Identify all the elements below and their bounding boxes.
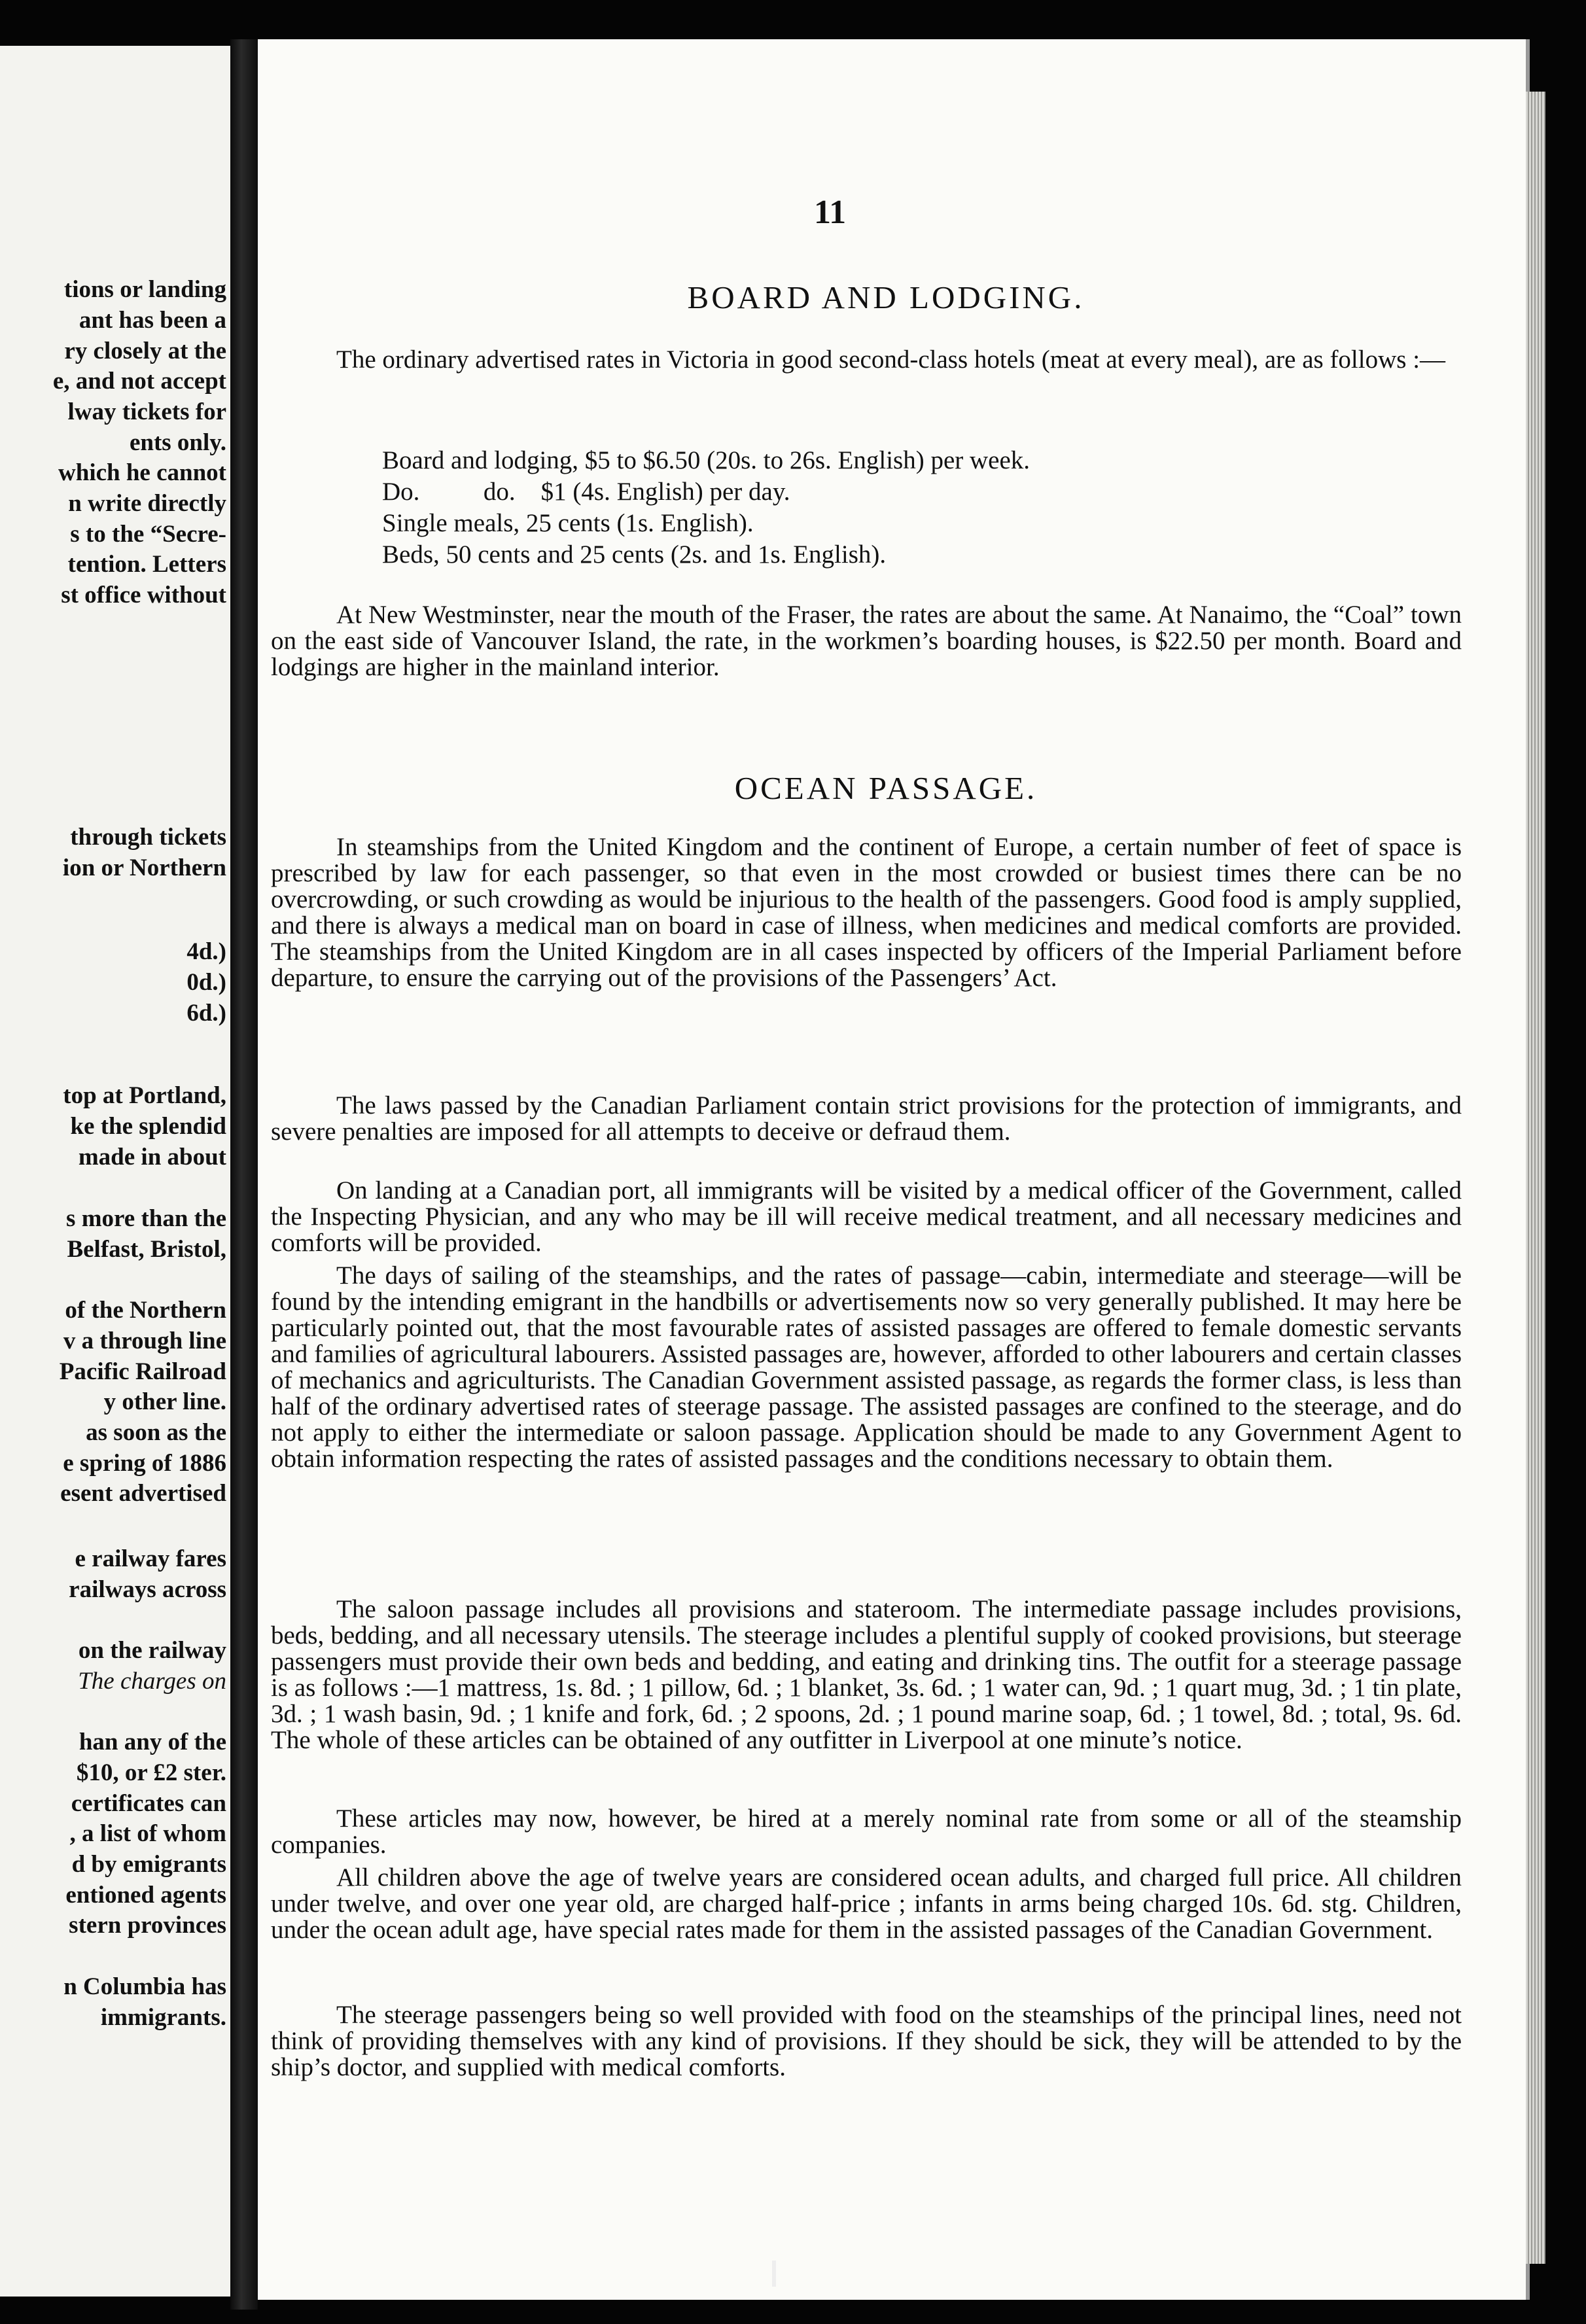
ocean-paragraph-3: On landing at a Canadian port, all immigrants will be visited by a medical officer of the Government, called the Inspecting Physician, and any who may be ill will receive medical treatment, and all necessary medicines and comforts will be provided. <box>271 1176 1462 1257</box>
bottom-mark <box>772 2261 776 2287</box>
ocean-paragraph-2: The laws passed by the Canadian Parliament contain strict provisions for the protection of immigrants, and severe penalties are imposed for all attempts to deceive or defraud them. <box>271 1091 1462 1146</box>
left-page-line: as soon as the <box>86 1419 226 1446</box>
left-page-line: ant has been a <box>79 307 226 334</box>
left-page-line: tions or landing <box>63 276 226 303</box>
left-facing-page <box>0 46 230 2297</box>
left-page-line: on the railway <box>78 1637 226 1664</box>
rate-line: Single meals, 25 cents (1s. English). <box>382 509 754 537</box>
left-page-line: ion or Northern <box>62 854 226 881</box>
left-page-line: Belfast, Bristol, <box>67 1236 226 1263</box>
page-edge-stack <box>1526 92 1545 2264</box>
left-page-line: 0d.) <box>186 969 226 996</box>
left-page-line: made in about <box>78 1144 226 1171</box>
left-page-line: of the Northern <box>65 1297 226 1324</box>
board-intro-paragraph: The ordinary advertised rates in Victoria in good second-class hotels (meat at every meal), are as follows :— <box>336 345 1446 374</box>
left-page-line: v a through line <box>63 1328 226 1354</box>
left-page-line: ke the splendid <box>70 1113 226 1140</box>
heading-board-and-lodging: BOARD AND LODGING. <box>687 279 1085 315</box>
left-page-line: e railway fares <box>75 1545 226 1572</box>
left-page-line: top at Portland, <box>63 1082 226 1109</box>
left-page-line: d by emigrants <box>71 1851 226 1878</box>
rate-line: Beds, 50 cents and 25 cents (2s. and 1s. English). <box>382 540 887 569</box>
ocean-paragraph-4: The days of sailing of the steamships, and the rates of passage—cabin, intermediate and steerage—will be found by the intending emigrant in the handbills or advertisements now so very generally published. It may here be particularly pointed out, that the most favourable rates of assisted passages are offered to female domestic servants and families of agricultural labourers. Assisted passages are, however, afforded to other labourers and certain classes of mechanics and agriculturists. The Canadian Government assisted passage, as regards the former class, is less than half of the ordinary advertised rates of steerage passage. The assisted passages are confined to the steerage, and do not apply to either the intermediate or saloon passage. Application should be made to any Government Agent to obtain information respecting the rates of assisted passages and the conditions necessary to obtain them. <box>271 1261 1462 1473</box>
left-page-line: y other line. <box>103 1388 226 1415</box>
left-page-line: through tickets <box>70 824 226 851</box>
left-page-line: lway tickets for <box>67 398 226 425</box>
left-page-line: ry closely at the <box>64 338 226 364</box>
board-rates-list <box>382 445 1429 571</box>
ocean-paragraph-6: These articles may now, however, be hired at a merely nominal rate from some or all of the steamship companies. <box>271 1805 1462 1859</box>
rate-line: Do. do. $1 (4s. English) per day. <box>382 478 790 506</box>
left-page-line: certificates can <box>71 1790 226 1817</box>
left-page-line: railways across <box>69 1576 226 1603</box>
left-page-line: e spring of 1886 <box>63 1450 226 1477</box>
left-page-line: ents only. <box>129 429 226 456</box>
ocean-paragraph-1: In steamships from the United Kingdom and the continent of Europe, a certain number of feet of space is prescribed by law for each passenger, so that even in the most crowded or busiest times there can be no overcrowding, or such crowding as would be injurious to the health of the passengers. Good food is amply supplied, and there is always a medical man on board in case of illness, when medicines and medical comforts are provided. The steamships from the United Kingdom are in all cases inspected by officers of the Imperial Parliament before departure, to ensure the carrying out of the provisions of the Passengers’ Act. <box>271 833 1462 992</box>
left-page-line: immigrants. <box>100 2004 226 2031</box>
ocean-paragraph-5: The saloon passage includes all provisions and stateroom. The intermediate passage includes provisions, beds, bedding, and all necessary utensils. The steerage includes a plentiful supply of cooked provisions, but steerage passengers must provide their own beds and bedding, and eating and drinking tins. The outfit for a steerage passage is as follows :—1 mattress, 1s. 8d. ; 1 pillow, 6d. ; 1 blanket, 3s. 6d. ; 1 water can, 9d. ; 1 quart mug, 3d. ; 1 tin plate, 3d. ; 1 wash basin, 9d. ; 1 knife and fork, 6d. ; 2 spoons, 2d. ; 1 pound marine soap, 6d. ; 1 towel, 8d. ; total, 9s. 6d. The whole of these articles can be obtained of any outfitter in Liverpool at one minute’s notice. <box>271 1595 1462 1754</box>
right-page <box>258 39 1530 2300</box>
left-page-line: han any of the <box>79 1729 226 1755</box>
left-page-line: The charges on <box>78 1668 226 1695</box>
book-gutter <box>230 39 258 2310</box>
page-number: 11 <box>814 194 847 231</box>
left-page-line: $10, or £2 ster. <box>76 1759 226 1786</box>
left-page-line: tention. Letters <box>67 551 226 578</box>
rate-line: Board and lodging, $5 to $6.50 (20s. to 26s. English) per week. <box>382 446 1031 474</box>
left-page-line: , a list of whom <box>69 1820 226 1847</box>
heading-ocean-passage: OCEAN PASSAGE. <box>734 770 1038 806</box>
board-closing-paragraph: At New Westminster, near the mouth of the Fraser, the rates are about the same. At Nanaimo, the “Coal” town on the east side of Vancouver Island, the rate, in the workmen’s boarding houses, is $22.50 per month. Board and lodgings are higher in the mainland interior. <box>271 601 1462 681</box>
ocean-paragraph-8: The steerage passengers being so well provided with food on the steamships of the principal lines, need not think of providing themselves with any kind of provisions. If they should be sick, they will be attended to by the ship’s doctor, and supplied with medical comforts. <box>271 2001 1462 2081</box>
left-page-line: entioned agents <box>65 1882 226 1909</box>
left-page-line: s more than the <box>66 1205 226 1232</box>
left-page-line: st office without <box>61 582 226 608</box>
left-page-line: 6d.) <box>186 1000 226 1027</box>
left-page-line: s to the “Secre- <box>70 521 226 548</box>
ocean-paragraph-7: All children above the age of twelve years are considered ocean adults, and charged full price. All children under twelve, and over one year old, are charged half-price ; infants in arms being charged 10s. 6d. stg. Children, under the ocean adult age, have special rates made for them in the assisted passages of the Canadian Government. <box>271 1863 1462 1944</box>
left-page-line: which he cannot <box>58 459 226 486</box>
left-page-line: 4d.) <box>186 938 226 965</box>
left-page-line: n Columbia has <box>63 1973 226 2000</box>
left-page-line: stern provinces <box>69 1912 226 1939</box>
left-page-line: esent advertised <box>60 1480 226 1507</box>
left-page-line: n write directly <box>68 490 226 517</box>
left-page-line: e, and not accept <box>52 368 226 395</box>
left-page-line: Pacific Railroad <box>59 1358 226 1385</box>
